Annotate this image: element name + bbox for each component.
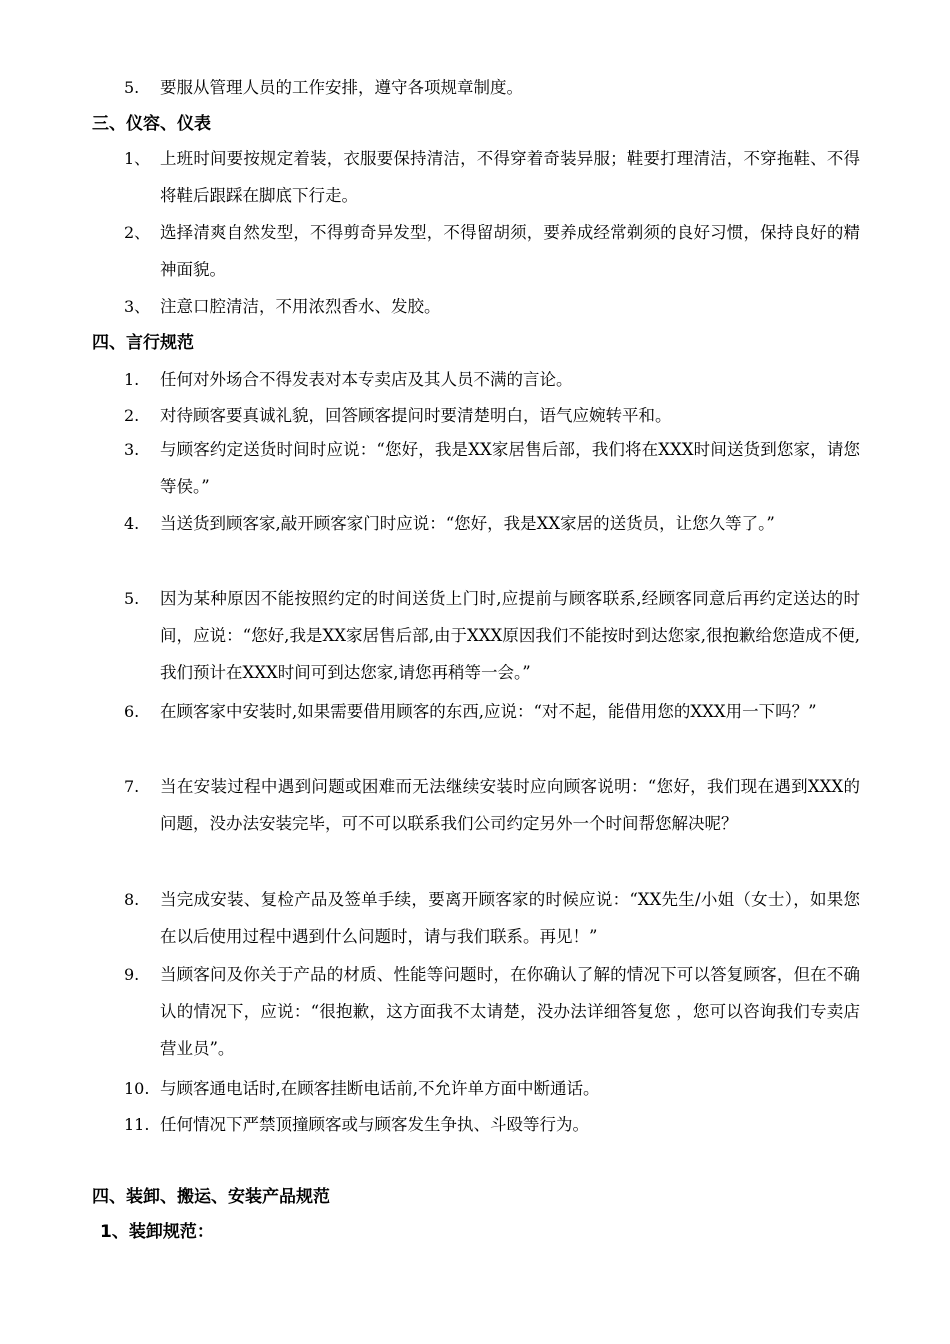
list-item-text: 要服从管理人员的工作安排，遵守各项规章制度。 xyxy=(160,78,523,97)
list-item-number: 2、 xyxy=(124,223,151,242)
list-item-text: 注意口腔清洁，不用浓烈香水、发胶。 xyxy=(160,297,441,316)
list-item-number: 1. xyxy=(124,370,140,389)
list-item-number: 3、 xyxy=(124,297,151,316)
list-item-number: 4. xyxy=(124,514,140,533)
list-item-text: 因为某种原因不能按照约定的时间送货上门时,应提前与顾客联系,经顾客同意后再约定送达的时间，应说：“您好,我是XX家居售后部,由于XXX原因我们不能按时到达您家,很抱歉给您造成不便,我们预计在XXX时间可到达您家,请您再稍等一会。” xyxy=(160,589,860,682)
list-item-number: 8. xyxy=(124,890,140,909)
list-item-text: 任何情况下严禁顶撞顾客或与顾客发生争执、斗殴等行为。 xyxy=(160,1115,589,1134)
section-heading: 三、仪容、仪表 xyxy=(92,114,211,134)
list-item-text: 当送货到顾客家,敲开顾客家门时应说：“您好，我是XX家居的送货员，让您久等了。” xyxy=(160,514,775,533)
list-item-text: 当在安装过程中遇到问题或困难而无法继续安装时应向顾客说明：“您好，我们现在遇到XXX的问题，没办法安装完毕，可不可以联系我们公司约定另外一个时间帮您解决呢？ xyxy=(160,777,860,833)
section-heading: 四、装卸、搬运、安装产品规范 xyxy=(92,1187,330,1207)
list-item-text: 在顾客家中安装时,如果需要借用顾客的东西,应说：“对不起，能借用您的XXX用一下吗？” xyxy=(160,702,817,721)
list-item-number: 7. xyxy=(124,777,140,796)
list-item-number: 5. xyxy=(124,589,140,608)
list-item-number: 5. xyxy=(124,78,140,97)
list-item-text: 与顾客约定送货时间时应说：“您好，我是XX家居售后部，我们将在XXX时间送货到您家，请您等侯。” xyxy=(160,440,860,496)
section-heading: 四、言行规范 xyxy=(92,333,194,353)
list-item-text: 选择清爽自然发型，不得剪奇异发型，不得留胡须，要养成经常剃须的良好习惯，保持良好的精神面貌。 xyxy=(160,223,860,279)
list-item-text: 上班时间要按规定着装，衣服要保持清洁，不得穿着奇装异服；鞋要打理清洁，不穿拖鞋、不得将鞋后跟踩在脚底下行走。 xyxy=(160,149,860,205)
subsection-heading: 1、装卸规范： xyxy=(100,1222,214,1242)
list-item-number: 10. xyxy=(124,1079,150,1098)
list-item-text: 任何对外场合不得发表对本专卖店及其人员不满的言论。 xyxy=(160,370,573,389)
list-item-text: 对待顾客要真诚礼貌，回答顾客提问时要清楚明白，语气应婉转平和。 xyxy=(160,406,672,425)
list-item-number: 6. xyxy=(124,702,140,721)
list-item-number: 1、 xyxy=(124,149,151,168)
list-item-text: 当完成安装、复检产品及签单手续，要离开顾客家的时候应说：“XX先生/小姐（女士），如果您在以后使用过程中遇到什么问题时，请与我们联系。再见！” xyxy=(160,890,860,946)
list-item-number: 11. xyxy=(124,1115,150,1134)
list-item-number: 3. xyxy=(124,440,140,459)
list-item-text: 当顾客问及你关于产品的材质、性能等问题时，在你确认了解的情况下可以答复顾客，但在不确认的情况下，应说：“很抱歉，这方面我不太请楚，没办法详细答复您 ，您可以咨询我们专卖店营业员”。 xyxy=(160,965,860,1058)
list-item-number: 2. xyxy=(124,406,140,425)
list-item-number: 9. xyxy=(124,965,140,984)
list-item-text: 与顾客通电话时,在顾客挂断电话前,不允许单方面中断通话。 xyxy=(160,1079,600,1098)
